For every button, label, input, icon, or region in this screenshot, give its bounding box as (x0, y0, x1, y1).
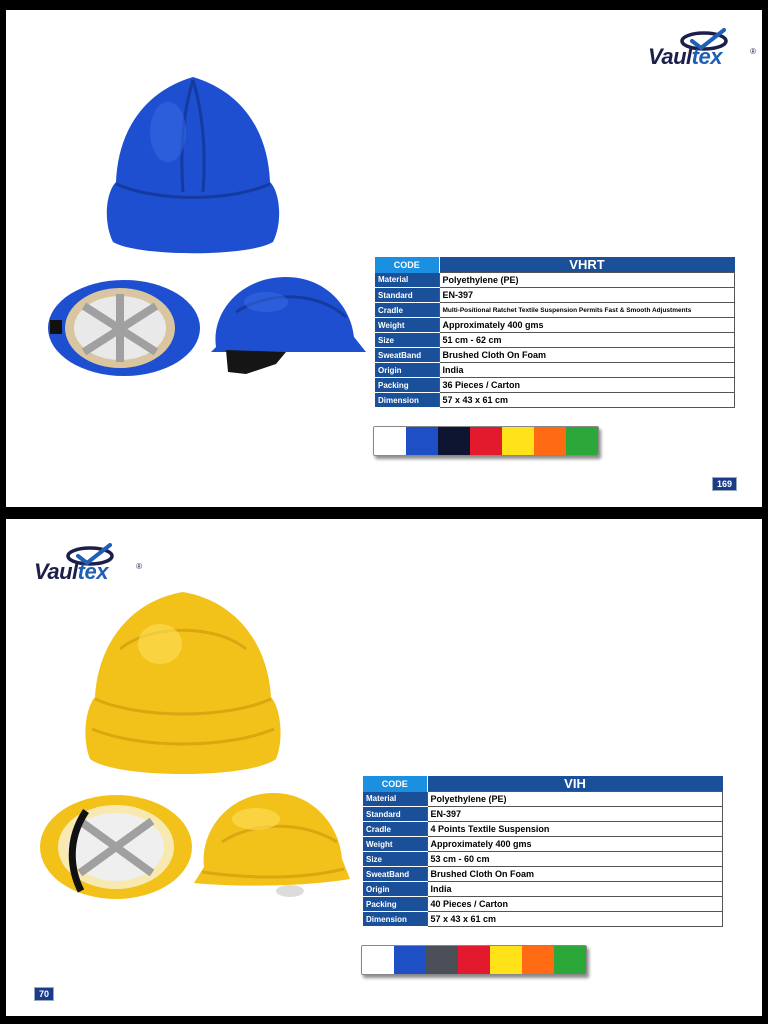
product-code: VIH (427, 776, 723, 792)
spec-value: 40 Pieces / Carton (427, 897, 723, 912)
color-swatch-red (458, 946, 490, 974)
spec-label: Size (363, 852, 427, 867)
spec-label: Material (363, 792, 427, 807)
logo-text-tex: tex (77, 559, 108, 584)
spec-table (375, 257, 735, 408)
spec-value: India (427, 882, 723, 897)
color-swatch-orange (522, 946, 554, 974)
spec-value: Brushed Cloth On Foam (439, 348, 735, 363)
helmet-side-image (192, 787, 352, 899)
color-swatch-white (374, 427, 406, 455)
spec-value: EN-397 (427, 807, 723, 822)
color-swatch-black (438, 427, 470, 455)
color-swatch-yellow (502, 427, 534, 455)
spec-label: Dimension (363, 912, 427, 927)
logo-text-tex: tex (691, 44, 722, 69)
color-swatch-red (470, 427, 502, 455)
code-label: CODE (375, 257, 439, 273)
spec-value: Multi-Positional Ratchet Textile Suspension Permits Fast & Smooth Adjustments (439, 303, 735, 318)
vaultex-logo (34, 543, 144, 587)
spec-value: 57 x 43 x 61 cm (427, 912, 723, 927)
helmet-underside-image (44, 276, 202, 381)
spec-value: Polyethylene (PE) (427, 792, 723, 807)
spec-label: Cradle (375, 303, 439, 318)
color-swatch-grey (426, 946, 458, 974)
spec-value: 53 cm - 60 cm (427, 852, 723, 867)
spec-label: Packing (375, 378, 439, 393)
color-swatch-blue (406, 427, 438, 455)
spec-value: Brushed Cloth On Foam (427, 867, 723, 882)
spec-label: Cradle (363, 822, 427, 837)
helmet-underside-image (36, 791, 196, 903)
spec-label: Size (375, 333, 439, 348)
spec-value: 4 Points Textile Suspension (427, 822, 723, 837)
spec-value: Approximately 400 gms (439, 318, 735, 333)
page-number: 70 (34, 987, 54, 1001)
catalog-page-vhrt (6, 10, 762, 507)
helmet-front-image (98, 72, 288, 257)
registered-mark: ® (750, 47, 756, 56)
logo-text-vaul: Vaul (648, 44, 692, 69)
color-swatch-orange (534, 427, 566, 455)
logo-text-vaul: Vaul (34, 559, 78, 584)
spec-label: SweatBand (375, 348, 439, 363)
spec-value: Polyethylene (PE) (439, 273, 735, 288)
spec-label: Origin (363, 882, 427, 897)
spec-label: SweatBand (363, 867, 427, 882)
color-swatch-yellow (490, 946, 522, 974)
color-swatch-white (362, 946, 394, 974)
color-swatches (361, 945, 587, 975)
product-code: VHRT (439, 257, 735, 273)
color-swatch-green (566, 427, 598, 455)
spec-label: Standard (375, 288, 439, 303)
page-number: 169 (712, 477, 737, 491)
spec-label: Material (375, 273, 439, 288)
spec-label: Weight (375, 318, 439, 333)
spec-label: Packing (363, 897, 427, 912)
spec-label: Dimension (375, 393, 439, 408)
registered-mark: ® (136, 562, 142, 571)
catalog-page-vih (6, 519, 762, 1016)
spec-value: Approximately 400 gms (427, 837, 723, 852)
color-swatches (373, 426, 599, 456)
color-swatch-green (554, 946, 586, 974)
spec-label: Standard (363, 807, 427, 822)
code-label: CODE (363, 776, 427, 792)
helmet-side-image (206, 272, 368, 382)
spec-value: 51 cm - 62 cm (439, 333, 735, 348)
spec-value: EN-397 (439, 288, 735, 303)
color-swatch-blue (394, 946, 426, 974)
spec-table (363, 776, 723, 927)
helmet-front-image (80, 589, 286, 781)
spec-label: Weight (363, 837, 427, 852)
spec-label: Origin (375, 363, 439, 378)
vaultex-logo (648, 28, 758, 72)
spec-value: India (439, 363, 735, 378)
spec-value: 36 Pieces / Carton (439, 378, 735, 393)
spec-value: 57 x 43 x 61 cm (439, 393, 735, 408)
